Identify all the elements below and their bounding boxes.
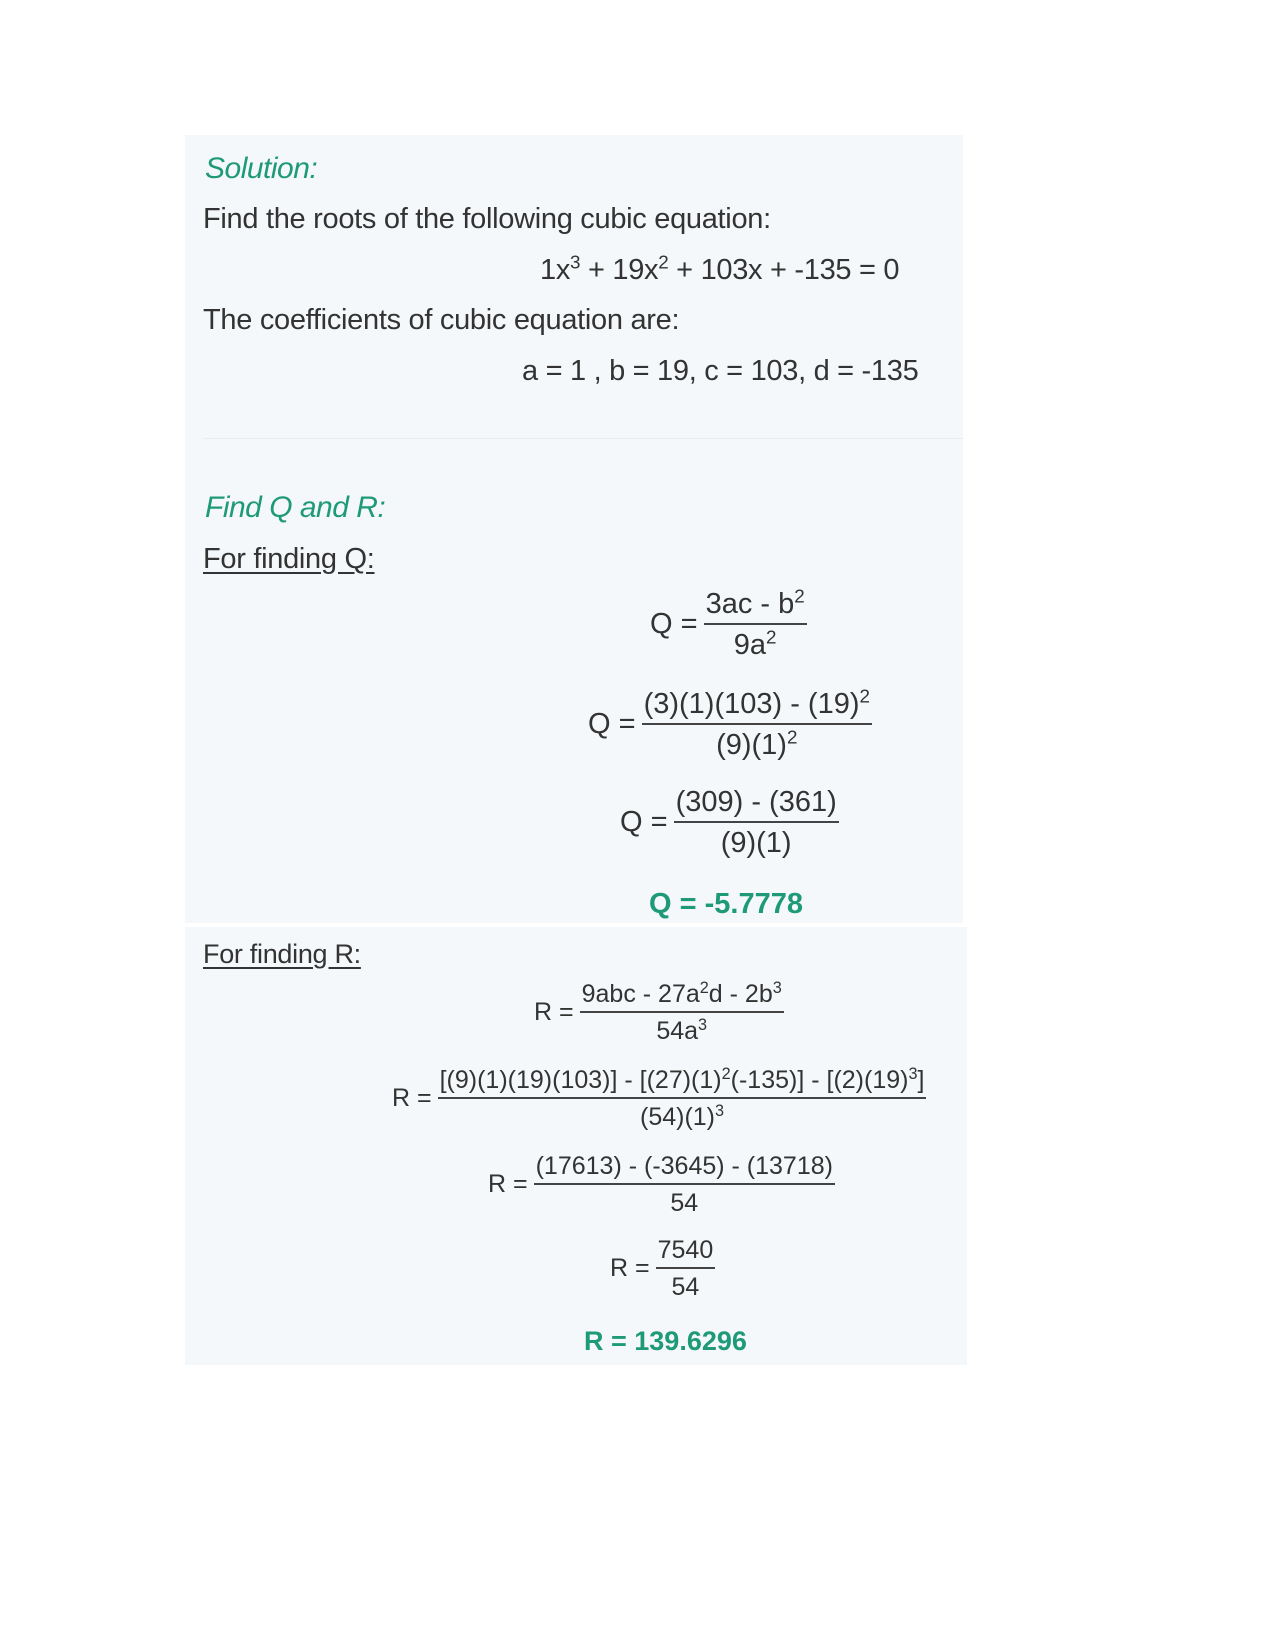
expression-text: ] — [917, 1066, 925, 1094]
r-subheading: For finding R: — [203, 939, 361, 969]
fraction — [438, 1066, 927, 1132]
expression-text: (309) - (361) — [675, 786, 837, 818]
fraction — [580, 980, 784, 1046]
exponent: 2 — [658, 251, 669, 273]
r-step — [488, 1152, 835, 1218]
denominator — [654, 1013, 709, 1046]
exponent: 2 — [699, 979, 709, 998]
r-result: R = 139.6296 — [584, 1326, 747, 1356]
denominator — [732, 625, 779, 662]
fraction — [674, 786, 839, 860]
exponent: 2 — [859, 685, 870, 707]
fraction — [656, 1236, 716, 1302]
denominator — [638, 1099, 726, 1132]
r-step — [392, 1066, 926, 1132]
expression-text: (9)(1) — [720, 826, 792, 859]
exponent: 3 — [715, 1101, 725, 1120]
exponent: 2 — [786, 726, 798, 748]
fraction — [704, 585, 807, 662]
expression-text: (-135)] - [(2)(19) — [730, 1066, 909, 1094]
expression-text: 1x — [540, 254, 571, 286]
q-step — [620, 786, 839, 860]
expression-text: 9a — [733, 628, 767, 661]
expression-text: + 19x — [580, 254, 659, 286]
denominator — [719, 823, 794, 860]
denominator — [668, 1185, 700, 1218]
numerator — [674, 786, 839, 821]
cubic-equation — [540, 251, 900, 286]
exponent: 2 — [721, 1065, 731, 1084]
exponent: 3 — [772, 979, 782, 998]
fraction — [642, 685, 872, 762]
equation-label: R = — [610, 1254, 650, 1283]
expression-text: + 103x + -135 = 0 — [668, 254, 900, 286]
expression-text: (9)(1) — [716, 728, 787, 761]
equation-label: Q = — [620, 806, 668, 839]
coefficients-intro: The coefficients of cubic equation are: — [203, 304, 680, 336]
denominator — [670, 1269, 702, 1302]
equation-label: Q = — [650, 608, 698, 641]
intro-text: Find the roots of the following cubic equation: — [203, 203, 771, 235]
exponent: 3 — [908, 1065, 918, 1084]
expression-text: d - 2b — [708, 980, 773, 1008]
expression-text: 7540 — [657, 1236, 714, 1264]
expression-text: (3)(1)(103) - (19) — [643, 688, 860, 720]
numerator — [580, 980, 784, 1011]
exponent: 3 — [698, 1015, 708, 1034]
expression-text: 54a — [656, 1016, 699, 1045]
r-step — [534, 980, 784, 1046]
exponent: 2 — [794, 585, 805, 607]
expression-text: (54)(1) — [640, 1102, 716, 1131]
numerator — [438, 1066, 927, 1097]
numerator — [656, 1236, 716, 1267]
solution-heading: Solution: — [205, 152, 318, 185]
expression-text: 54 — [670, 1188, 699, 1217]
denominator — [714, 725, 799, 762]
section-divider — [203, 438, 963, 439]
numerator — [704, 585, 807, 623]
q-step — [650, 585, 807, 662]
expression-text: [(9)(1)(19)(103)] - [(27)(1) — [439, 1066, 722, 1094]
r-step — [610, 1236, 715, 1302]
q-result: Q = -5.7778 — [649, 888, 803, 920]
exponent: 3 — [570, 251, 581, 273]
exponent: 2 — [766, 626, 777, 648]
numerator — [642, 685, 872, 723]
numerator — [534, 1152, 835, 1183]
equation-label: R = — [392, 1084, 432, 1113]
q-subheading: For finding Q: — [203, 543, 375, 575]
fraction — [534, 1152, 835, 1218]
find-q-r-heading: Find Q and R: — [205, 491, 386, 524]
equation-label: R = — [534, 998, 574, 1027]
expression-text: (17613) - (-3645) - (13718) — [535, 1152, 833, 1180]
q-step — [588, 685, 872, 762]
coefficients-values: a = 1 , b = 19, c = 103, d = -135 — [522, 355, 919, 387]
expression-text: 9abc - 27a — [581, 980, 700, 1008]
equation-label: Q = — [588, 708, 636, 741]
expression-text: 54 — [671, 1272, 700, 1301]
equation-label: R = — [488, 1170, 528, 1199]
expression-text: 3ac - b — [705, 588, 795, 620]
